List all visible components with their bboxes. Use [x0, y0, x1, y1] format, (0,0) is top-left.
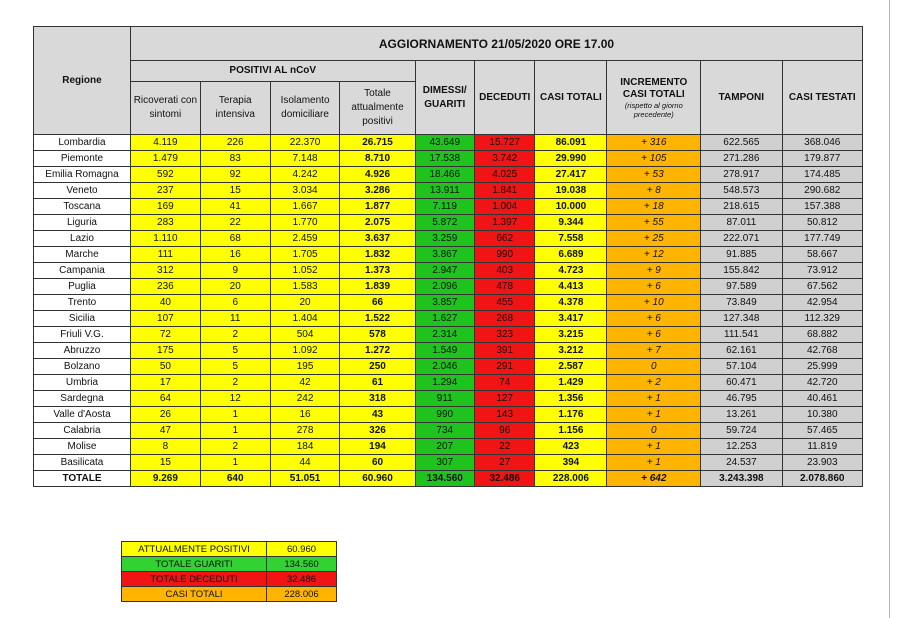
cell-casi-testati: 368.046	[782, 135, 862, 151]
cell-dimessi: 911	[415, 391, 474, 407]
cell-tamponi: 91.885	[701, 247, 782, 263]
cell-isolamento: 22.370	[270, 135, 340, 151]
cell-casi-testati: 68.882	[782, 327, 862, 343]
cell-dimessi: 2.947	[415, 263, 474, 279]
cell-incremento: + 6	[607, 311, 701, 327]
total-cell-regione: TOTALE	[34, 471, 131, 487]
table-body	[34, 135, 863, 487]
cell-tamponi: 24.537	[701, 455, 782, 471]
cell-tamponi: 13.261	[701, 407, 782, 423]
summary-value: 32.486	[267, 572, 337, 587]
cell-casi-totali: 19.038	[535, 183, 607, 199]
cell-regione: Basilicata	[34, 455, 131, 471]
cell-ricoverati: 1.479	[130, 151, 200, 167]
cell-regione: Trento	[34, 295, 131, 311]
total-cell-dimessi: 134.560	[415, 471, 474, 487]
cell-terapia: 16	[200, 247, 270, 263]
cell-casi-testati: 23.903	[782, 455, 862, 471]
cell-incremento: + 7	[607, 343, 701, 359]
cell-tamponi: 60.471	[701, 375, 782, 391]
cell-tamponi: 57.104	[701, 359, 782, 375]
cell-deceduti: 1.004	[474, 199, 534, 215]
cell-dimessi: 1.549	[415, 343, 474, 359]
cell-dimessi: 43.649	[415, 135, 474, 151]
cell-casi-totali: 4.723	[535, 263, 607, 279]
cell-dimessi: 734	[415, 423, 474, 439]
cell-totale-positivi: 43	[340, 407, 415, 423]
cell-deceduti: 3.742	[474, 151, 534, 167]
cell-ricoverati: 237	[130, 183, 200, 199]
cell-dimessi: 17.538	[415, 151, 474, 167]
table-row	[34, 247, 863, 263]
summary-label: TOTALE GUARITI	[122, 557, 267, 572]
cell-regione: Bolzano	[34, 359, 131, 375]
cell-dimessi: 307	[415, 455, 474, 471]
cell-terapia: 6	[200, 295, 270, 311]
cell-ricoverati: 175	[130, 343, 200, 359]
table-row	[34, 135, 863, 151]
cell-deceduti: 1.841	[474, 183, 534, 199]
header-ricoverati: Ricoverati con sintomi	[130, 82, 200, 135]
cell-tamponi: 111.541	[701, 327, 782, 343]
cell-terapia: 9	[200, 263, 270, 279]
total-cell-terapia: 640	[200, 471, 270, 487]
cell-ricoverati: 169	[130, 199, 200, 215]
header-regione: Regione	[34, 27, 131, 135]
cell-casi-totali: 2.587	[535, 359, 607, 375]
cell-incremento: 0	[607, 423, 701, 439]
cell-tamponi: 73.849	[701, 295, 782, 311]
cell-deceduti: 74	[474, 375, 534, 391]
cell-tamponi: 87.011	[701, 215, 782, 231]
cell-deceduti: 127	[474, 391, 534, 407]
cell-incremento: + 8	[607, 183, 701, 199]
cell-totale-positivi: 3.637	[340, 231, 415, 247]
cell-isolamento: 7.148	[270, 151, 340, 167]
cell-totale-positivi: 1.373	[340, 263, 415, 279]
cell-incremento: + 1	[607, 455, 701, 471]
cell-incremento: 0	[607, 359, 701, 375]
summary-value: 134.560	[267, 557, 337, 572]
cell-isolamento: 44	[270, 455, 340, 471]
cell-regione: Sicilia	[34, 311, 131, 327]
cell-casi-totali: 1.429	[535, 375, 607, 391]
cell-regione: Umbria	[34, 375, 131, 391]
header-incremento	[607, 61, 701, 135]
cell-ricoverati: 72	[130, 327, 200, 343]
cell-casi-testati: 11.819	[782, 439, 862, 455]
table-row	[34, 407, 863, 423]
cell-deceduti: 403	[474, 263, 534, 279]
total-cell-ricoverati: 9.269	[130, 471, 200, 487]
table-row	[34, 391, 863, 407]
cell-totale-positivi: 66	[340, 295, 415, 311]
cell-terapia: 2	[200, 439, 270, 455]
table-row	[34, 327, 863, 343]
summary-label: ATTUALMENTE POSITIVI	[122, 542, 267, 557]
header-deceduti: DECEDUTI	[474, 61, 534, 135]
cell-regione: Liguria	[34, 215, 131, 231]
cell-totale-positivi: 578	[340, 327, 415, 343]
cell-ricoverati: 592	[130, 167, 200, 183]
cell-dimessi: 990	[415, 407, 474, 423]
cell-isolamento: 42	[270, 375, 340, 391]
cell-casi-totali: 4.378	[535, 295, 607, 311]
cell-regione: Emilia Romagna	[34, 167, 131, 183]
cell-terapia: 11	[200, 311, 270, 327]
cell-terapia: 1	[200, 455, 270, 471]
table-row	[34, 279, 863, 295]
total-cell-deceduti: 32.486	[474, 471, 534, 487]
cell-terapia: 15	[200, 183, 270, 199]
covid-regional-table	[33, 26, 863, 487]
table-row	[34, 375, 863, 391]
cell-isolamento: 1.404	[270, 311, 340, 327]
table-row	[34, 343, 863, 359]
cell-ricoverati: 111	[130, 247, 200, 263]
cell-isolamento: 1.705	[270, 247, 340, 263]
cell-casi-totali: 86.091	[535, 135, 607, 151]
cell-tamponi: 271.286	[701, 151, 782, 167]
cell-deceduti: 15.727	[474, 135, 534, 151]
cell-regione: Molise	[34, 439, 131, 455]
summary-label: CASI TOTALI	[122, 587, 267, 602]
total-cell-casi-totali: 228.006	[535, 471, 607, 487]
cell-isolamento: 1.667	[270, 199, 340, 215]
cell-dimessi: 1.627	[415, 311, 474, 327]
cell-totale-positivi: 1.839	[340, 279, 415, 295]
cell-ricoverati: 312	[130, 263, 200, 279]
cell-ricoverati: 50	[130, 359, 200, 375]
cell-totale-positivi: 194	[340, 439, 415, 455]
cell-deceduti: 662	[474, 231, 534, 247]
table-row	[34, 423, 863, 439]
cell-isolamento: 1.583	[270, 279, 340, 295]
table-row	[34, 199, 863, 215]
cell-casi-totali: 1.176	[535, 407, 607, 423]
cell-casi-testati: 25.999	[782, 359, 862, 375]
cell-tamponi: 222.071	[701, 231, 782, 247]
table-row	[34, 151, 863, 167]
cell-regione: Lazio	[34, 231, 131, 247]
cell-dimessi: 2.096	[415, 279, 474, 295]
cell-ricoverati: 4.119	[130, 135, 200, 151]
header-tamponi: TAMPONI	[701, 61, 782, 135]
cell-deceduti: 291	[474, 359, 534, 375]
cell-deceduti: 27	[474, 455, 534, 471]
table-row	[34, 263, 863, 279]
cell-terapia: 5	[200, 359, 270, 375]
cell-casi-testati: 112.329	[782, 311, 862, 327]
cell-ricoverati: 47	[130, 423, 200, 439]
cell-tamponi: 62.161	[701, 343, 782, 359]
cell-deceduti: 478	[474, 279, 534, 295]
cell-casi-totali: 10.000	[535, 199, 607, 215]
header-totale-positivi: Totale attualmente positivi	[340, 82, 415, 135]
header-positivi-group: POSITIVI AL nCoV	[130, 61, 415, 82]
cell-dimessi: 18.466	[415, 167, 474, 183]
cell-regione: Veneto	[34, 183, 131, 199]
header-terapia: Terapia intensiva	[200, 82, 270, 135]
header-dimessi: DIMESSI/ GUARITI	[415, 61, 474, 135]
cell-casi-testati: 50.812	[782, 215, 862, 231]
cell-totale-positivi: 1.522	[340, 311, 415, 327]
cell-tamponi: 218.615	[701, 199, 782, 215]
cell-isolamento: 504	[270, 327, 340, 343]
summary-row	[122, 587, 337, 602]
table-row	[34, 167, 863, 183]
summary-row	[122, 542, 337, 557]
cell-incremento: + 6	[607, 327, 701, 343]
cell-casi-testati: 290.682	[782, 183, 862, 199]
cell-isolamento: 4.242	[270, 167, 340, 183]
cell-casi-totali: 394	[535, 455, 607, 471]
cell-isolamento: 242	[270, 391, 340, 407]
cell-casi-testati: 174.485	[782, 167, 862, 183]
cell-totale-positivi: 326	[340, 423, 415, 439]
cell-regione: Abruzzo	[34, 343, 131, 359]
cell-casi-testati: 179.877	[782, 151, 862, 167]
cell-deceduti: 1.397	[474, 215, 534, 231]
cell-tamponi: 548.573	[701, 183, 782, 199]
cell-casi-totali: 29.990	[535, 151, 607, 167]
cell-incremento: + 10	[607, 295, 701, 311]
cell-deceduti: 391	[474, 343, 534, 359]
summary-value: 228.006	[267, 587, 337, 602]
table-row	[34, 215, 863, 231]
cell-terapia: 2	[200, 375, 270, 391]
cell-casi-testati: 157.388	[782, 199, 862, 215]
cell-terapia: 20	[200, 279, 270, 295]
cell-regione: Friuli V.G.	[34, 327, 131, 343]
table-row	[34, 439, 863, 455]
cell-casi-totali: 1.156	[535, 423, 607, 439]
cell-casi-testati: 10.380	[782, 407, 862, 423]
cell-casi-testati: 40.461	[782, 391, 862, 407]
cell-casi-totali: 3.215	[535, 327, 607, 343]
cell-deceduti: 143	[474, 407, 534, 423]
cell-terapia: 22	[200, 215, 270, 231]
total-cell-incremento: + 642	[607, 471, 701, 487]
total-cell-casi-testati: 2.078.860	[782, 471, 862, 487]
cell-ricoverati: 15	[130, 455, 200, 471]
cell-terapia: 12	[200, 391, 270, 407]
cell-casi-testati: 42.954	[782, 295, 862, 311]
cell-totale-positivi: 1.272	[340, 343, 415, 359]
table-title: AGGIORNAMENTO 21/05/2020 ORE 17.00	[130, 27, 862, 61]
cell-tamponi: 97.589	[701, 279, 782, 295]
table-row	[34, 311, 863, 327]
table-row-totale	[34, 471, 863, 487]
cell-isolamento: 20	[270, 295, 340, 311]
summary-table	[121, 541, 337, 602]
cell-dimessi: 1.294	[415, 375, 474, 391]
cell-casi-totali: 7.558	[535, 231, 607, 247]
cell-tamponi: 46.795	[701, 391, 782, 407]
cell-incremento: + 9	[607, 263, 701, 279]
cell-isolamento: 278	[270, 423, 340, 439]
cell-terapia: 1	[200, 423, 270, 439]
cell-ricoverati: 283	[130, 215, 200, 231]
cell-regione: Valle d'Aosta	[34, 407, 131, 423]
cell-ricoverati: 1.110	[130, 231, 200, 247]
cell-terapia: 5	[200, 343, 270, 359]
summary-row	[122, 557, 337, 572]
cell-regione: Campania	[34, 263, 131, 279]
page-edge-rule	[889, 0, 890, 618]
cell-incremento: + 105	[607, 151, 701, 167]
cell-casi-testati: 73.912	[782, 263, 862, 279]
cell-dimessi: 2.046	[415, 359, 474, 375]
cell-totale-positivi: 26.715	[340, 135, 415, 151]
cell-tamponi: 12.253	[701, 439, 782, 455]
table-row	[34, 231, 863, 247]
cell-incremento: + 6	[607, 279, 701, 295]
table-header	[34, 27, 863, 135]
cell-casi-totali: 1.356	[535, 391, 607, 407]
cell-regione: Marche	[34, 247, 131, 263]
cell-tamponi: 59.724	[701, 423, 782, 439]
cell-ricoverati: 107	[130, 311, 200, 327]
cell-tamponi: 127.348	[701, 311, 782, 327]
cell-casi-totali: 423	[535, 439, 607, 455]
cell-dimessi: 3.867	[415, 247, 474, 263]
cell-deceduti: 455	[474, 295, 534, 311]
cell-casi-totali: 4.413	[535, 279, 607, 295]
total-cell-totale-positivi: 60.960	[340, 471, 415, 487]
cell-terapia: 68	[200, 231, 270, 247]
cell-totale-positivi: 60	[340, 455, 415, 471]
cell-incremento: + 1	[607, 407, 701, 423]
cell-isolamento: 3.034	[270, 183, 340, 199]
header-isolamento: Isolamento domiciliare	[270, 82, 340, 135]
cell-totale-positivi: 318	[340, 391, 415, 407]
table-row	[34, 359, 863, 375]
cell-isolamento: 2.459	[270, 231, 340, 247]
cell-deceduti: 990	[474, 247, 534, 263]
cell-regione: Lombardia	[34, 135, 131, 151]
cell-terapia: 1	[200, 407, 270, 423]
cell-deceduti: 96	[474, 423, 534, 439]
cell-casi-testati: 58.667	[782, 247, 862, 263]
cell-dimessi: 7.119	[415, 199, 474, 215]
cell-regione: Sardegna	[34, 391, 131, 407]
cell-isolamento: 1.770	[270, 215, 340, 231]
cell-incremento: + 55	[607, 215, 701, 231]
cell-ricoverati: 40	[130, 295, 200, 311]
cell-deceduti: 4.025	[474, 167, 534, 183]
cell-regione: Puglia	[34, 279, 131, 295]
cell-totale-positivi: 4.926	[340, 167, 415, 183]
cell-casi-testati: 67.562	[782, 279, 862, 295]
cell-regione: Piemonte	[34, 151, 131, 167]
total-cell-isolamento: 51.051	[270, 471, 340, 487]
cell-isolamento: 195	[270, 359, 340, 375]
cell-dimessi: 13.911	[415, 183, 474, 199]
table-row	[34, 183, 863, 199]
cell-incremento: + 2	[607, 375, 701, 391]
cell-ricoverati: 17	[130, 375, 200, 391]
cell-deceduti: 323	[474, 327, 534, 343]
cell-ricoverati: 236	[130, 279, 200, 295]
header-casi-totali: CASI TOTALI	[535, 61, 607, 135]
table-row	[34, 455, 863, 471]
cell-tamponi: 155.842	[701, 263, 782, 279]
cell-dimessi: 3.857	[415, 295, 474, 311]
table-row	[34, 295, 863, 311]
summary-value: 60.960	[267, 542, 337, 557]
cell-casi-testati: 42.768	[782, 343, 862, 359]
cell-isolamento: 1.052	[270, 263, 340, 279]
cell-dimessi: 3.259	[415, 231, 474, 247]
cell-tamponi: 622.565	[701, 135, 782, 151]
cell-casi-totali: 6.689	[535, 247, 607, 263]
cell-isolamento: 16	[270, 407, 340, 423]
cell-casi-totali: 3.417	[535, 311, 607, 327]
cell-deceduti: 22	[474, 439, 534, 455]
cell-incremento: + 1	[607, 439, 701, 455]
cell-totale-positivi: 1.877	[340, 199, 415, 215]
cell-incremento: + 25	[607, 231, 701, 247]
cell-casi-testati: 177.749	[782, 231, 862, 247]
cell-regione: Calabria	[34, 423, 131, 439]
header-incremento-note: (rispetto al giorno precedente)	[624, 100, 683, 119]
cell-isolamento: 1.092	[270, 343, 340, 359]
cell-dimessi: 2.314	[415, 327, 474, 343]
cell-terapia: 92	[200, 167, 270, 183]
cell-isolamento: 184	[270, 439, 340, 455]
cell-incremento: + 18	[607, 199, 701, 215]
cell-terapia: 41	[200, 199, 270, 215]
cell-casi-totali: 3.212	[535, 343, 607, 359]
cell-casi-totali: 27.417	[535, 167, 607, 183]
cell-totale-positivi: 61	[340, 375, 415, 391]
total-cell-tamponi: 3.243.398	[701, 471, 782, 487]
cell-totale-positivi: 1.832	[340, 247, 415, 263]
cell-casi-testati: 57.465	[782, 423, 862, 439]
cell-incremento: + 53	[607, 167, 701, 183]
cell-casi-totali: 9.344	[535, 215, 607, 231]
summary-row	[122, 572, 337, 587]
cell-ricoverati: 8	[130, 439, 200, 455]
cell-terapia: 226	[200, 135, 270, 151]
cell-dimessi: 5.872	[415, 215, 474, 231]
cell-dimessi: 207	[415, 439, 474, 455]
cell-regione: Toscana	[34, 199, 131, 215]
cell-deceduti: 268	[474, 311, 534, 327]
cell-totale-positivi: 8.710	[340, 151, 415, 167]
cell-casi-testati: 42.720	[782, 375, 862, 391]
summary-body	[122, 542, 337, 602]
cell-totale-positivi: 2.075	[340, 215, 415, 231]
summary-label: TOTALE DECEDUTI	[122, 572, 267, 587]
cell-terapia: 83	[200, 151, 270, 167]
header-incremento-label: INCREMENTO CASI TOTALI	[620, 76, 688, 100]
cell-terapia: 2	[200, 327, 270, 343]
cell-incremento: + 1	[607, 391, 701, 407]
cell-ricoverati: 26	[130, 407, 200, 423]
cell-totale-positivi: 3.286	[340, 183, 415, 199]
cell-incremento: + 12	[607, 247, 701, 263]
header-casi-testati: CASI TESTATI	[782, 61, 862, 135]
cell-totale-positivi: 250	[340, 359, 415, 375]
cell-incremento: + 316	[607, 135, 701, 151]
cell-ricoverati: 64	[130, 391, 200, 407]
cell-tamponi: 278.917	[701, 167, 782, 183]
